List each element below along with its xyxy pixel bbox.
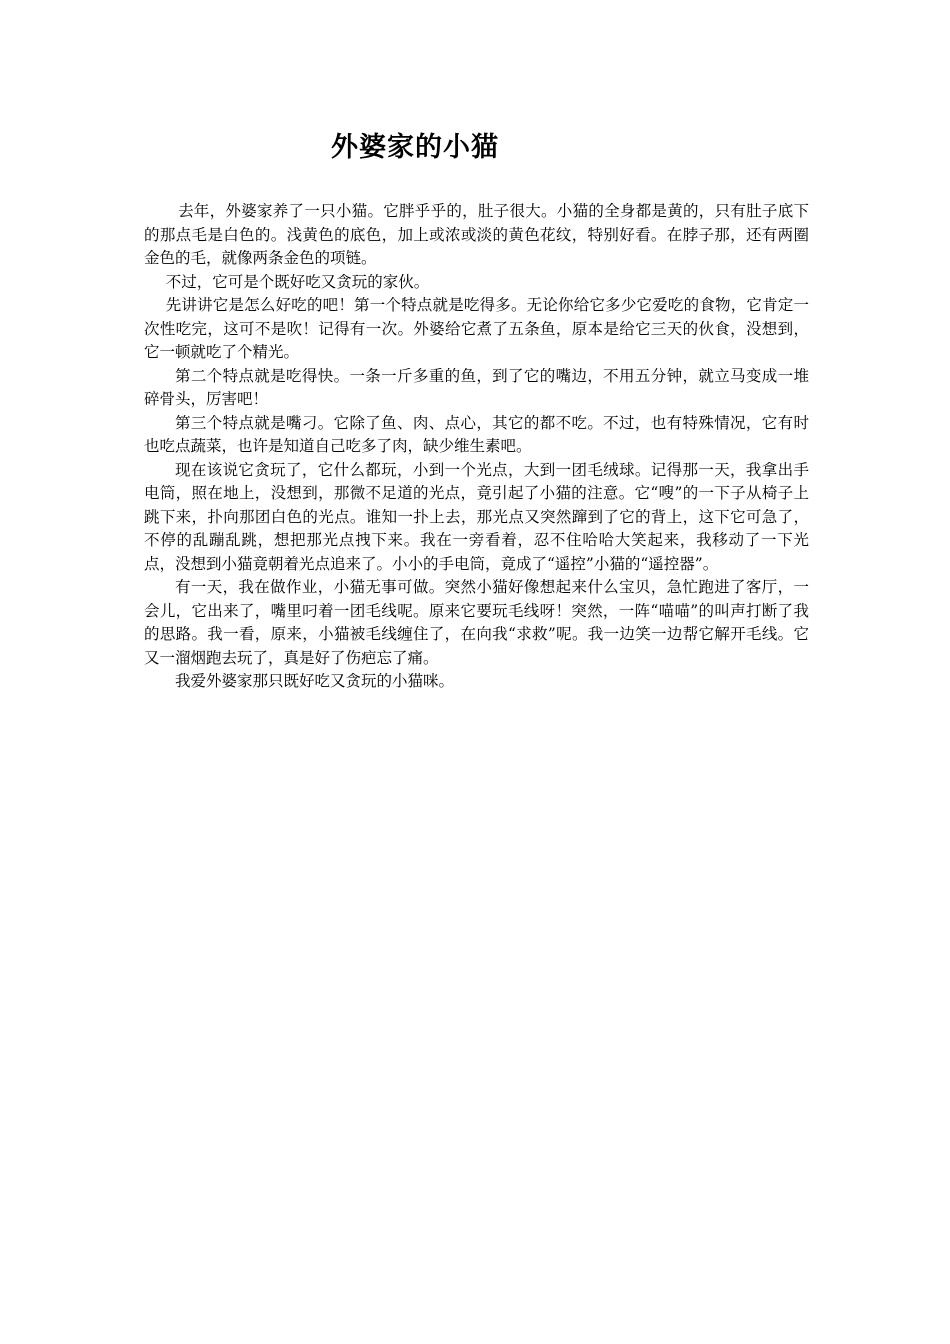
paragraph-4: 第二个特点就是吃得快。一条一斤多重的鱼，到了它的嘴边，不用五分钟，就立马变成一堆碎骨头，厉害吧！ [144, 366, 809, 408]
paragraph-1: 去年，外婆家养了一只小猫。它胖乎乎的，肚子很大。小猫的全身都是黄的，只有肚子底下的那点毛是白色的。浅黄色的底色，加上或浓或淡的黄色花纹，特别好看。在脖子那，还有两圈金色的毛，就像两条金色的项链。 [144, 202, 809, 267]
document-title: 外婆家的小猫 [331, 132, 499, 163]
paragraph-2: 不过，它可是个既好吃又贪玩的家伙。 [165, 272, 430, 291]
paragraph-3: 先讲讲它是怎么好吃的吧！第一个特点就是吃得多。无论你给它多少它爱吃的食物，它肯定一次性吃完，这可不是吹！记得有一次。外婆给它煮了五条鱼，原本是给它三天的伙食，没想到，它一顿就吃了个精光。 [144, 296, 809, 361]
paragraph-5: 第三个特点就是嘴刁。它除了鱼、肉、点心，其它的都不吃。不过，也有特殊情况，它有时也吃点蔬菜，也许是知道自己吃多了肉，缺少维生素吧。 [144, 413, 809, 455]
document-body [144, 200, 809, 694]
paragraph-7: 有一天，我在做作业，小猫无事可做。突然小猫好像想起来什么宝贝，急忙跑进了客厅，一会儿，它出来了，嘴里叼着一团毛线呢。原来它要玩毛线呀！突然，一阵“喵喵”的叫声打断了我的思路。我一看，原来，小猫被毛线缠住了，在向我“求救”呢。我一边笑一边帮它解开毛线。它又一溜烟跑去玩了，真是好了伤疤忘了痛。 [144, 578, 809, 667]
paragraph-8: 我爱外婆家那只既好吃又贪玩的小猫咪。 [175, 672, 455, 690]
paragraph-6: 现在该说它贪玩了，它什么都玩，小到一个光点，大到一团毛绒球。记得那一天，我拿出手电筒，照在地上，没想到，那微不足道的光点，竟引起了小猫的注意。它“嗖”的一下子从椅子上跳下来，扑向那团白色的光点。谁知一扑上去，那光点又突然蹿到了它的背上，这下它可急了，不停的乱蹦乱跳，想把那光点拽下来。我在一旁看着，忍不住哈哈大笑起来，我移动了一下光点，没想到小猫竟朝着光点追来了。小小的手电筒，竟成了“遥控”小猫的“遥控器”。 [144, 460, 809, 573]
